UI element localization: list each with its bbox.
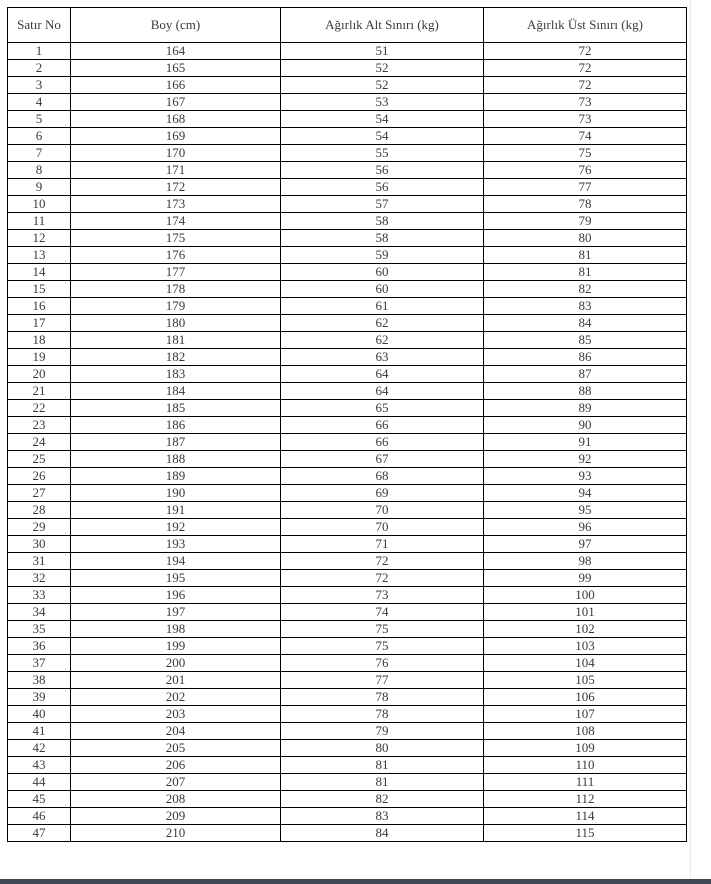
cell-weight-upper: 72 — [484, 60, 687, 77]
cell-weight-lower: 60 — [281, 264, 484, 281]
table-row — [8, 332, 687, 349]
table-row — [8, 179, 687, 196]
table-row — [8, 672, 687, 689]
cell-weight-upper: 114 — [484, 808, 687, 825]
table-row — [8, 298, 687, 315]
table-row — [8, 213, 687, 230]
cell-height: 193 — [71, 536, 281, 553]
cell-row-number: 17 — [8, 315, 71, 332]
cell-weight-lower: 84 — [281, 825, 484, 842]
table-row — [8, 791, 687, 808]
cell-height: 198 — [71, 621, 281, 638]
cell-weight-upper: 81 — [484, 247, 687, 264]
cell-weight-upper: 82 — [484, 281, 687, 298]
cell-height: 168 — [71, 111, 281, 128]
cell-weight-upper: 89 — [484, 400, 687, 417]
header-weight-lower: Ağırlık Alt Sınırı (kg) — [281, 8, 484, 43]
table-row — [8, 604, 687, 621]
cell-row-number: 20 — [8, 366, 71, 383]
header-row-number: Satır No — [8, 8, 71, 43]
cell-weight-lower: 82 — [281, 791, 484, 808]
table-row — [8, 638, 687, 655]
cell-weight-upper: 85 — [484, 332, 687, 349]
cell-weight-lower: 53 — [281, 94, 484, 111]
cell-weight-lower: 63 — [281, 349, 484, 366]
cell-weight-upper: 88 — [484, 383, 687, 400]
cell-weight-lower: 64 — [281, 366, 484, 383]
table-row — [8, 706, 687, 723]
header-weight-upper: Ağırlık Üst Sınırı (kg) — [484, 8, 687, 43]
cell-weight-lower: 77 — [281, 672, 484, 689]
cell-weight-upper: 110 — [484, 757, 687, 774]
cell-weight-upper: 73 — [484, 111, 687, 128]
cell-row-number: 10 — [8, 196, 71, 213]
cell-weight-lower: 52 — [281, 60, 484, 77]
cell-height: 175 — [71, 230, 281, 247]
cell-row-number: 39 — [8, 689, 71, 706]
table-row — [8, 740, 687, 757]
cell-height: 164 — [71, 43, 281, 60]
table-row — [8, 264, 687, 281]
cell-height: 187 — [71, 434, 281, 451]
table-row — [8, 553, 687, 570]
cell-row-number: 5 — [8, 111, 71, 128]
table-row — [8, 94, 687, 111]
cell-row-number: 41 — [8, 723, 71, 740]
cell-weight-upper: 105 — [484, 672, 687, 689]
cell-weight-lower: 62 — [281, 315, 484, 332]
table-row — [8, 400, 687, 417]
cell-row-number: 44 — [8, 774, 71, 791]
table-row — [8, 162, 687, 179]
cell-weight-upper: 94 — [484, 485, 687, 502]
header-height: Boy (cm) — [71, 8, 281, 43]
cell-row-number: 47 — [8, 825, 71, 842]
cell-weight-upper: 76 — [484, 162, 687, 179]
cell-row-number: 29 — [8, 519, 71, 536]
cell-row-number: 21 — [8, 383, 71, 400]
cell-row-number: 38 — [8, 672, 71, 689]
cell-weight-lower: 62 — [281, 332, 484, 349]
cell-weight-upper: 96 — [484, 519, 687, 536]
height-weight-table — [7, 7, 687, 842]
cell-weight-lower: 57 — [281, 196, 484, 213]
cell-row-number: 12 — [8, 230, 71, 247]
cell-height: 195 — [71, 570, 281, 587]
cell-row-number: 4 — [8, 94, 71, 111]
cell-weight-upper: 102 — [484, 621, 687, 638]
cell-height: 199 — [71, 638, 281, 655]
table-row — [8, 196, 687, 213]
cell-weight-upper: 97 — [484, 536, 687, 553]
cell-height: 206 — [71, 757, 281, 774]
table-row — [8, 570, 687, 587]
cell-row-number: 34 — [8, 604, 71, 621]
cell-row-number: 3 — [8, 77, 71, 94]
cell-weight-lower: 70 — [281, 519, 484, 536]
table-row — [8, 247, 687, 264]
cell-height: 192 — [71, 519, 281, 536]
table-row — [8, 366, 687, 383]
cell-weight-upper: 108 — [484, 723, 687, 740]
cell-row-number: 2 — [8, 60, 71, 77]
cell-weight-upper: 104 — [484, 655, 687, 672]
cell-weight-upper: 72 — [484, 77, 687, 94]
cell-weight-upper: 115 — [484, 825, 687, 842]
cell-height: 166 — [71, 77, 281, 94]
cell-row-number: 40 — [8, 706, 71, 723]
cell-height: 181 — [71, 332, 281, 349]
cell-weight-lower: 75 — [281, 621, 484, 638]
cell-height: 204 — [71, 723, 281, 740]
cell-height: 189 — [71, 468, 281, 485]
table-row — [8, 468, 687, 485]
cell-height: 165 — [71, 60, 281, 77]
table-row — [8, 434, 687, 451]
cell-height: 205 — [71, 740, 281, 757]
cell-weight-lower: 59 — [281, 247, 484, 264]
cell-weight-upper: 91 — [484, 434, 687, 451]
table-row — [8, 128, 687, 145]
cell-row-number: 31 — [8, 553, 71, 570]
table-row — [8, 43, 687, 60]
table-row — [8, 774, 687, 791]
cell-weight-lower: 58 — [281, 230, 484, 247]
table-row — [8, 281, 687, 298]
cell-weight-lower: 73 — [281, 587, 484, 604]
cell-height: 203 — [71, 706, 281, 723]
cell-row-number: 23 — [8, 417, 71, 434]
cell-weight-upper: 75 — [484, 145, 687, 162]
cell-height: 210 — [71, 825, 281, 842]
cell-weight-upper: 73 — [484, 94, 687, 111]
cell-weight-upper: 84 — [484, 315, 687, 332]
cell-weight-upper: 112 — [484, 791, 687, 808]
cell-weight-lower: 66 — [281, 434, 484, 451]
cell-height: 194 — [71, 553, 281, 570]
table-row — [8, 757, 687, 774]
table-row — [8, 383, 687, 400]
cell-weight-lower: 65 — [281, 400, 484, 417]
table-row — [8, 451, 687, 468]
cell-weight-upper: 93 — [484, 468, 687, 485]
cell-weight-lower: 81 — [281, 774, 484, 791]
cell-row-number: 19 — [8, 349, 71, 366]
table-row — [8, 349, 687, 366]
cell-weight-lower: 68 — [281, 468, 484, 485]
cell-height: 170 — [71, 145, 281, 162]
cell-height: 184 — [71, 383, 281, 400]
cell-weight-lower: 71 — [281, 536, 484, 553]
cell-weight-lower: 54 — [281, 128, 484, 145]
cell-row-number: 16 — [8, 298, 71, 315]
cell-weight-upper: 111 — [484, 774, 687, 791]
cell-height: 208 — [71, 791, 281, 808]
table-body — [8, 43, 687, 842]
cell-weight-lower: 70 — [281, 502, 484, 519]
cell-weight-upper: 92 — [484, 451, 687, 468]
table-row — [8, 723, 687, 740]
cell-weight-upper: 100 — [484, 587, 687, 604]
cell-row-number: 46 — [8, 808, 71, 825]
table-row — [8, 417, 687, 434]
cell-row-number: 37 — [8, 655, 71, 672]
cell-height: 196 — [71, 587, 281, 604]
cell-weight-lower: 56 — [281, 179, 484, 196]
table-row — [8, 502, 687, 519]
cell-row-number: 14 — [8, 264, 71, 281]
cell-weight-lower: 76 — [281, 655, 484, 672]
cell-height: 185 — [71, 400, 281, 417]
cell-height: 207 — [71, 774, 281, 791]
cell-weight-lower: 74 — [281, 604, 484, 621]
cell-row-number: 25 — [8, 451, 71, 468]
cell-row-number: 13 — [8, 247, 71, 264]
cell-row-number: 1 — [8, 43, 71, 60]
header-row — [8, 8, 687, 43]
cell-weight-lower: 72 — [281, 553, 484, 570]
table-row — [8, 60, 687, 77]
cell-weight-lower: 67 — [281, 451, 484, 468]
cell-weight-upper: 99 — [484, 570, 687, 587]
cell-row-number: 7 — [8, 145, 71, 162]
cell-height: 178 — [71, 281, 281, 298]
table-row — [8, 315, 687, 332]
cell-weight-lower: 51 — [281, 43, 484, 60]
cell-weight-lower: 78 — [281, 706, 484, 723]
cell-weight-lower: 64 — [281, 383, 484, 400]
cell-height: 174 — [71, 213, 281, 230]
cell-weight-upper: 86 — [484, 349, 687, 366]
cell-height: 167 — [71, 94, 281, 111]
cell-weight-upper: 80 — [484, 230, 687, 247]
page-edge-shadow — [690, 0, 691, 879]
table-row — [8, 145, 687, 162]
cell-weight-upper: 79 — [484, 213, 687, 230]
cell-row-number: 8 — [8, 162, 71, 179]
cell-weight-upper: 109 — [484, 740, 687, 757]
cell-weight-upper: 72 — [484, 43, 687, 60]
cell-row-number: 32 — [8, 570, 71, 587]
table-row — [8, 825, 687, 842]
cell-row-number: 28 — [8, 502, 71, 519]
cell-row-number: 42 — [8, 740, 71, 757]
cell-height: 172 — [71, 179, 281, 196]
table-row — [8, 519, 687, 536]
bottom-toolbar-strip — [0, 879, 711, 884]
cell-row-number: 11 — [8, 213, 71, 230]
cell-height: 176 — [71, 247, 281, 264]
cell-weight-lower: 60 — [281, 281, 484, 298]
cell-height: 188 — [71, 451, 281, 468]
table-row — [8, 536, 687, 553]
table-row — [8, 587, 687, 604]
cell-row-number: 26 — [8, 468, 71, 485]
cell-weight-lower: 58 — [281, 213, 484, 230]
cell-row-number: 43 — [8, 757, 71, 774]
table-row — [8, 230, 687, 247]
cell-row-number: 6 — [8, 128, 71, 145]
cell-row-number: 27 — [8, 485, 71, 502]
cell-height: 190 — [71, 485, 281, 502]
cell-weight-lower: 75 — [281, 638, 484, 655]
cell-weight-upper: 95 — [484, 502, 687, 519]
cell-row-number: 36 — [8, 638, 71, 655]
cell-height: 171 — [71, 162, 281, 179]
table-row — [8, 485, 687, 502]
cell-weight-lower: 52 — [281, 77, 484, 94]
cell-weight-lower: 69 — [281, 485, 484, 502]
cell-row-number: 18 — [8, 332, 71, 349]
cell-row-number: 33 — [8, 587, 71, 604]
cell-row-number: 45 — [8, 791, 71, 808]
cell-weight-lower: 56 — [281, 162, 484, 179]
cell-weight-upper: 107 — [484, 706, 687, 723]
cell-row-number: 35 — [8, 621, 71, 638]
cell-height: 201 — [71, 672, 281, 689]
cell-weight-upper: 101 — [484, 604, 687, 621]
cell-weight-lower: 66 — [281, 417, 484, 434]
cell-height: 183 — [71, 366, 281, 383]
cell-height: 200 — [71, 655, 281, 672]
cell-height: 180 — [71, 315, 281, 332]
cell-weight-lower: 61 — [281, 298, 484, 315]
cell-weight-upper: 87 — [484, 366, 687, 383]
cell-height: 177 — [71, 264, 281, 281]
cell-weight-upper: 90 — [484, 417, 687, 434]
cell-weight-lower: 80 — [281, 740, 484, 757]
cell-weight-lower: 79 — [281, 723, 484, 740]
cell-row-number: 9 — [8, 179, 71, 196]
table-row — [8, 655, 687, 672]
cell-weight-upper: 106 — [484, 689, 687, 706]
table-header — [8, 8, 687, 43]
table-row — [8, 689, 687, 706]
cell-height: 173 — [71, 196, 281, 213]
cell-weight-upper: 98 — [484, 553, 687, 570]
cell-row-number: 30 — [8, 536, 71, 553]
cell-weight-upper: 78 — [484, 196, 687, 213]
cell-weight-lower: 55 — [281, 145, 484, 162]
cell-height: 197 — [71, 604, 281, 621]
cell-height: 186 — [71, 417, 281, 434]
cell-weight-lower: 81 — [281, 757, 484, 774]
table-row — [8, 77, 687, 94]
cell-row-number: 15 — [8, 281, 71, 298]
cell-weight-lower: 72 — [281, 570, 484, 587]
table-row — [8, 621, 687, 638]
cell-weight-upper: 74 — [484, 128, 687, 145]
cell-weight-lower: 78 — [281, 689, 484, 706]
cell-row-number: 22 — [8, 400, 71, 417]
cell-height: 191 — [71, 502, 281, 519]
table-row — [8, 111, 687, 128]
cell-weight-lower: 54 — [281, 111, 484, 128]
cell-height: 179 — [71, 298, 281, 315]
cell-weight-upper: 103 — [484, 638, 687, 655]
table-row — [8, 808, 687, 825]
cell-weight-upper: 77 — [484, 179, 687, 196]
cell-height: 169 — [71, 128, 281, 145]
cell-row-number: 24 — [8, 434, 71, 451]
cell-weight-upper: 81 — [484, 264, 687, 281]
cell-weight-upper: 83 — [484, 298, 687, 315]
cell-height: 182 — [71, 349, 281, 366]
cell-weight-lower: 83 — [281, 808, 484, 825]
cell-height: 209 — [71, 808, 281, 825]
cell-height: 202 — [71, 689, 281, 706]
